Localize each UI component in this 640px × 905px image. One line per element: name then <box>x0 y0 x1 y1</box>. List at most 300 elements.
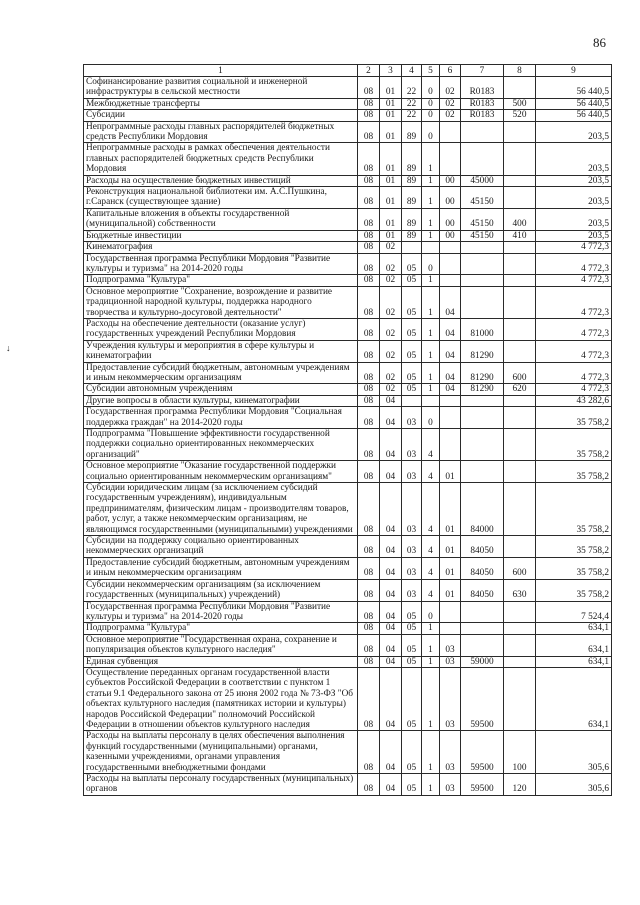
cell-subprogram: 02 <box>440 98 461 109</box>
cell-expense-type <box>504 461 536 483</box>
cell-subprogram: 00 <box>440 208 461 230</box>
cell-program: 1 <box>422 175 440 186</box>
cell-subsection: 05 <box>402 667 422 730</box>
cell-program: 0 <box>422 98 440 109</box>
cell-amount: 203,5 <box>536 143 612 175</box>
cell-target: 81290 <box>461 340 504 362</box>
cell-section: 02 <box>380 286 402 318</box>
cell-expense-type <box>504 275 536 286</box>
cell-ministry: 08 <box>358 242 380 253</box>
cell-section: 04 <box>380 667 402 730</box>
cell-amount: 203,5 <box>536 175 612 186</box>
cell-ministry: 08 <box>358 175 380 186</box>
cell-ministry: 08 <box>358 208 380 230</box>
cell-subsection <box>402 242 422 253</box>
cell-subsection: 05 <box>402 656 422 667</box>
item-name: Подпрограмма "Повышение эффективности государственной поддержки социально ориентированных некоммерческих организаций" <box>84 429 358 461</box>
table-row <box>84 230 612 241</box>
cell-expense-type <box>504 253 536 275</box>
item-name: Софинансирование развития социальной и инженерной инфраструктуры в сельской местности <box>84 77 358 99</box>
cell-subsection: 89 <box>402 208 422 230</box>
cell-amount: 56 440,5 <box>536 77 612 99</box>
cell-subprogram: 01 <box>440 483 461 536</box>
cell-program: 1 <box>422 384 440 395</box>
cell-target <box>461 275 504 286</box>
cell-program: 1 <box>422 143 440 175</box>
cell-subsection: 03 <box>402 429 422 461</box>
cell-subprogram: 01 <box>440 557 461 579</box>
cell-program: 1 <box>422 774 440 796</box>
cell-subprogram: 02 <box>440 110 461 121</box>
cell-amount: 56 440,5 <box>536 98 612 109</box>
cell-section: 04 <box>380 601 402 623</box>
cell-expense-type: 620 <box>504 384 536 395</box>
cell-ministry: 08 <box>358 656 380 667</box>
cell-program: 0 <box>422 121 440 143</box>
cell-expense-type <box>504 121 536 143</box>
table-row <box>84 143 612 175</box>
cell-ministry: 08 <box>358 77 380 99</box>
cell-target: 81000 <box>461 318 504 340</box>
item-name: Кинематография <box>84 242 358 253</box>
cell-section: 04 <box>380 623 402 634</box>
item-name: Субсидии <box>84 110 358 121</box>
cell-expense-type <box>504 340 536 362</box>
cell-section: 01 <box>380 121 402 143</box>
item-name: Капитальные вложения в объекты государственной (муниципальной) собственности <box>84 208 358 230</box>
table-row <box>84 253 612 275</box>
cell-program: 1 <box>422 667 440 730</box>
cell-subprogram <box>440 407 461 429</box>
cell-amount: 35 758,2 <box>536 461 612 483</box>
cell-program: 4 <box>422 557 440 579</box>
cell-subprogram <box>440 242 461 253</box>
cell-target <box>461 286 504 318</box>
cell-section: 02 <box>380 242 402 253</box>
cell-section: 02 <box>380 384 402 395</box>
cell-target: 81290 <box>461 384 504 395</box>
cell-amount: 35 758,2 <box>536 579 612 601</box>
cell-subprogram <box>440 143 461 175</box>
cell-ministry: 08 <box>358 774 380 796</box>
item-name: Учреждения культуры и мероприятия в сфере культуры и кинематографии <box>84 340 358 362</box>
cell-ministry: 08 <box>358 579 380 601</box>
cell-program: 1 <box>422 634 440 656</box>
cell-program <box>422 242 440 253</box>
cell-subprogram <box>440 275 461 286</box>
col-header-2: 2 <box>358 65 380 77</box>
table-row <box>84 110 612 121</box>
cell-section: 01 <box>380 77 402 99</box>
cell-section: 04 <box>380 407 402 429</box>
cell-ministry: 08 <box>358 110 380 121</box>
cell-program: 4 <box>422 536 440 558</box>
cell-subsection: 22 <box>402 98 422 109</box>
cell-section: 04 <box>380 731 402 774</box>
table-row <box>84 536 612 558</box>
cell-expense-type: 410 <box>504 230 536 241</box>
item-name: Расходы на выплаты персоналу государственных (муниципальных) органов <box>84 774 358 796</box>
cell-program: 0 <box>422 77 440 99</box>
cell-ministry: 08 <box>358 187 380 209</box>
cell-amount: 7 524,4 <box>536 601 612 623</box>
cell-ministry: 08 <box>358 98 380 109</box>
cell-expense-type <box>504 656 536 667</box>
cell-target: 84000 <box>461 483 504 536</box>
cell-program: 1 <box>422 362 440 384</box>
cell-amount: 203,5 <box>536 121 612 143</box>
cell-program: 1 <box>422 340 440 362</box>
cell-expense-type <box>504 623 536 634</box>
item-name: Основное мероприятие "Государственная охрана, сохранение и популяризация объектов культурного наследия" <box>84 634 358 656</box>
item-name: Субсидии автономным учреждениям <box>84 384 358 395</box>
item-name: Осуществление переданных органам государственной власти субъектов Российской Федерации в соответствии с пунктом 1 статьи 9.1 Федерального закона от 25 июня 2002 года № 73-ФЗ "Об объектах культурного наследия (памятниках истории и культуры) народов Российской Федерации" полномочий Российской Федерации в отношении объектов культурного наследия <box>84 667 358 730</box>
cell-ministry: 08 <box>358 429 380 461</box>
cell-section: 02 <box>380 362 402 384</box>
item-name: Подпрограмма "Культура" <box>84 623 358 634</box>
cell-expense-type <box>504 429 536 461</box>
table-row <box>84 242 612 253</box>
cell-expense-type <box>504 175 536 186</box>
cell-program: 0 <box>422 110 440 121</box>
cell-ministry: 08 <box>358 407 380 429</box>
cell-subprogram <box>440 253 461 275</box>
cell-target <box>461 429 504 461</box>
cell-expense-type <box>504 667 536 730</box>
cell-section: 01 <box>380 110 402 121</box>
cell-subsection: 03 <box>402 407 422 429</box>
item-name: Субсидии некоммерческим организациям (за исключением государственных (муниципальных) учреждений) <box>84 579 358 601</box>
cell-section: 01 <box>380 175 402 186</box>
cell-program: 0 <box>422 253 440 275</box>
table-row <box>84 774 612 796</box>
cell-amount: 35 758,2 <box>536 557 612 579</box>
table-row <box>84 362 612 384</box>
cell-subsection: 89 <box>402 121 422 143</box>
cell-subprogram <box>440 395 461 406</box>
cell-amount: 634,1 <box>536 623 612 634</box>
cell-section: 01 <box>380 143 402 175</box>
cell-amount: 4 772,3 <box>536 340 612 362</box>
cell-target: 84050 <box>461 579 504 601</box>
item-name: Реконструкция национальной библиотеки им. А.С.Пушкина, г.Саранск (существующее здание) <box>84 187 358 209</box>
cell-program: 1 <box>422 318 440 340</box>
cell-subsection: 03 <box>402 579 422 601</box>
cell-program: 1 <box>422 230 440 241</box>
cell-amount: 4 772,3 <box>536 318 612 340</box>
cell-expense-type <box>504 483 536 536</box>
cell-ministry: 08 <box>358 362 380 384</box>
cell-target <box>461 253 504 275</box>
cell-ministry: 08 <box>358 731 380 774</box>
cell-expense-type <box>504 395 536 406</box>
cell-ministry: 08 <box>358 623 380 634</box>
cell-amount: 35 758,2 <box>536 483 612 536</box>
cell-program: 1 <box>422 286 440 318</box>
cell-amount: 634,1 <box>536 656 612 667</box>
cell-section: 01 <box>380 187 402 209</box>
cell-subsection: 89 <box>402 230 422 241</box>
cell-amount: 43 282,6 <box>536 395 612 406</box>
col-header-9: 9 <box>536 65 612 77</box>
cell-expense-type <box>504 536 536 558</box>
cell-amount: 305,6 <box>536 774 612 796</box>
cell-expense-type: 600 <box>504 362 536 384</box>
cell-subsection: 05 <box>402 253 422 275</box>
cell-target: R0183 <box>461 77 504 99</box>
cell-target: 59500 <box>461 774 504 796</box>
cell-target: 81290 <box>461 362 504 384</box>
cell-program: 4 <box>422 579 440 601</box>
cell-target: 84050 <box>461 536 504 558</box>
cell-section: 02 <box>380 253 402 275</box>
table-row <box>84 77 612 99</box>
cell-amount: 634,1 <box>536 634 612 656</box>
cell-amount: 4 772,3 <box>536 286 612 318</box>
cell-section: 04 <box>380 656 402 667</box>
cell-amount: 4 772,3 <box>536 253 612 275</box>
table-row <box>84 483 612 536</box>
table-row <box>84 187 612 209</box>
cell-subsection: 03 <box>402 557 422 579</box>
cell-program: 4 <box>422 461 440 483</box>
cell-amount: 35 758,2 <box>536 429 612 461</box>
item-name: Предоставление субсидий бюджетным, автономным учреждениям и иным некоммерческим организациям <box>84 362 358 384</box>
cell-subprogram: 04 <box>440 362 461 384</box>
cell-target: 45000 <box>461 175 504 186</box>
cell-ministry: 08 <box>358 557 380 579</box>
cell-program: 1 <box>422 656 440 667</box>
cell-expense-type: 120 <box>504 774 536 796</box>
cell-program: 1 <box>422 208 440 230</box>
cell-target <box>461 623 504 634</box>
cell-target <box>461 407 504 429</box>
item-name: Субсидии на поддержку социально ориентированных некоммерческих организаций <box>84 536 358 558</box>
cell-ministry: 08 <box>358 121 380 143</box>
cell-amount: 4 772,3 <box>536 384 612 395</box>
cell-section: 04 <box>380 483 402 536</box>
item-name: Непрограммные расходы главных распорядителей бюджетных средств Республики Мордовия <box>84 121 358 143</box>
cell-subprogram: 01 <box>440 461 461 483</box>
cell-subprogram <box>440 121 461 143</box>
cell-subprogram: 04 <box>440 340 461 362</box>
cell-program: 4 <box>422 483 440 536</box>
cell-expense-type: 520 <box>504 110 536 121</box>
cell-amount: 35 758,2 <box>536 407 612 429</box>
cell-target <box>461 601 504 623</box>
cell-subprogram: 03 <box>440 634 461 656</box>
cell-target: 59000 <box>461 656 504 667</box>
col-header-5: 5 <box>422 65 440 77</box>
table-row <box>84 731 612 774</box>
cell-section: 01 <box>380 230 402 241</box>
item-name: Другие вопросы в области культуры, кинематографии <box>84 395 358 406</box>
cell-subprogram: 01 <box>440 536 461 558</box>
table-body <box>84 77 612 796</box>
cell-section: 01 <box>380 98 402 109</box>
cell-subprogram: 03 <box>440 667 461 730</box>
table-row <box>84 623 612 634</box>
cell-subsection: 22 <box>402 110 422 121</box>
cell-subprogram: 03 <box>440 774 461 796</box>
col-header-7: 7 <box>461 65 504 77</box>
table-row <box>84 557 612 579</box>
cell-section: 04 <box>380 579 402 601</box>
cell-amount: 35 758,2 <box>536 536 612 558</box>
cell-target: 59500 <box>461 667 504 730</box>
table-row <box>84 175 612 186</box>
cell-subsection: 05 <box>402 286 422 318</box>
table-row <box>84 656 612 667</box>
table-header <box>84 65 612 77</box>
table-row <box>84 407 612 429</box>
cell-target <box>461 121 504 143</box>
cell-program: 1 <box>422 275 440 286</box>
cell-program: 1 <box>422 731 440 774</box>
cell-section: 04 <box>380 536 402 558</box>
cell-target: 59500 <box>461 731 504 774</box>
cell-amount: 56 440,5 <box>536 110 612 121</box>
cell-subprogram <box>440 601 461 623</box>
cell-subsection: 05 <box>402 634 422 656</box>
item-name: Расходы на выплаты персоналу в целях обеспечения выполнения функций государственными (муниципальными) органами, казенными учреждениями, органами управления государственными внебюджетными фондами <box>84 731 358 774</box>
cell-expense-type <box>504 407 536 429</box>
table-row <box>84 634 612 656</box>
cell-section: 01 <box>380 208 402 230</box>
cell-subprogram: 00 <box>440 187 461 209</box>
col-header-1: 1 <box>84 65 358 77</box>
cell-subsection: 05 <box>402 275 422 286</box>
table-row <box>84 429 612 461</box>
table-row <box>84 601 612 623</box>
cell-amount: 4 772,3 <box>536 362 612 384</box>
cell-subsection: 03 <box>402 483 422 536</box>
item-name: Единая субвенция <box>84 656 358 667</box>
cell-ministry: 08 <box>358 483 380 536</box>
cell-target <box>461 395 504 406</box>
budget-table <box>83 64 612 796</box>
cell-amount: 203,5 <box>536 208 612 230</box>
cell-target: 45150 <box>461 230 504 241</box>
cell-section: 04 <box>380 634 402 656</box>
cell-target <box>461 634 504 656</box>
cell-section: 04 <box>380 557 402 579</box>
cell-section: 02 <box>380 340 402 362</box>
cell-target: 45150 <box>461 208 504 230</box>
cell-target <box>461 143 504 175</box>
cell-amount: 203,5 <box>536 187 612 209</box>
cell-subprogram: 04 <box>440 318 461 340</box>
cell-target: 45150 <box>461 187 504 209</box>
table-row <box>84 395 612 406</box>
table-row <box>84 340 612 362</box>
table-row <box>84 208 612 230</box>
cell-program: 1 <box>422 187 440 209</box>
cell-program <box>422 395 440 406</box>
table-row <box>84 667 612 730</box>
header-row <box>84 65 612 77</box>
item-name: Подпрограмма "Культура" <box>84 275 358 286</box>
item-name: Основное мероприятие "Сохранение, возрождение и развитие традиционной народной культуры, поддержка народного творчества и культурно-досуговой деятельности" <box>84 286 358 318</box>
cell-subsection: 89 <box>402 175 422 186</box>
col-header-8: 8 <box>504 65 536 77</box>
item-name: Межбюджетные трансферты <box>84 98 358 109</box>
cell-expense-type <box>504 318 536 340</box>
item-name: Предоставление субсидий бюджетным, автономным учреждениям и иным некоммерческим организациям <box>84 557 358 579</box>
cell-subsection: 89 <box>402 143 422 175</box>
cell-ministry: 08 <box>358 230 380 241</box>
item-name: Субсидии юридическим лицам (за исключением субсидий государственным учреждениям), индивидуальным предпринимателям, физическим лицам - производителям товаров, работ, услуг, а также некоммерческим организациям, не являющимся государственными (муниципальными) учреждениями <box>84 483 358 536</box>
cell-section: 04 <box>380 395 402 406</box>
cell-ministry: 08 <box>358 461 380 483</box>
cell-program: 0 <box>422 407 440 429</box>
cell-expense-type <box>504 634 536 656</box>
cell-subsection: 03 <box>402 461 422 483</box>
cell-expense-type: 100 <box>504 731 536 774</box>
cell-amount: 634,1 <box>536 667 612 730</box>
cell-ministry: 08 <box>358 286 380 318</box>
cell-subsection: 05 <box>402 623 422 634</box>
cell-subprogram: 00 <box>440 175 461 186</box>
cell-subsection: 05 <box>402 774 422 796</box>
cell-subprogram: 04 <box>440 384 461 395</box>
cell-target: R0183 <box>461 110 504 121</box>
table-row <box>84 384 612 395</box>
cell-expense-type: 600 <box>504 557 536 579</box>
item-name: Государственная программа Республики Мордовия "Развитие культуры и туризма" на 2014-2020 годы <box>84 601 358 623</box>
cell-expense-type <box>504 286 536 318</box>
cell-amount: 4 772,3 <box>536 275 612 286</box>
col-header-4: 4 <box>402 65 422 77</box>
cell-subsection: 05 <box>402 384 422 395</box>
cell-subsection: 89 <box>402 187 422 209</box>
item-name: Непрограммные расходы в рамках обеспечения деятельности главных распорядителей бюджетных средств Республики Мордовия <box>84 143 358 175</box>
cell-amount: 4 772,3 <box>536 242 612 253</box>
cell-subsection: 03 <box>402 536 422 558</box>
cell-ministry: 08 <box>358 601 380 623</box>
margin-mark: ↓ <box>6 343 11 353</box>
cell-expense-type <box>504 242 536 253</box>
item-name: Государственная программа Республики Мордовия "Развитие культуры и туризма" на 2014-2020 годы <box>84 253 358 275</box>
cell-ministry: 08 <box>358 275 380 286</box>
cell-section: 02 <box>380 318 402 340</box>
cell-amount: 203,5 <box>536 230 612 241</box>
cell-subprogram: 03 <box>440 656 461 667</box>
cell-ministry: 08 <box>358 667 380 730</box>
cell-target: R0183 <box>461 98 504 109</box>
table-row <box>84 98 612 109</box>
cell-target: 84050 <box>461 557 504 579</box>
item-name: Государственная программа Республики Мордовия "Социальная поддержка граждан" на 2014-2020 годы <box>84 407 358 429</box>
cell-subsection: 22 <box>402 77 422 99</box>
table-row <box>84 275 612 286</box>
page-number: 86 <box>593 35 606 50</box>
cell-section: 02 <box>380 275 402 286</box>
cell-subsection: 05 <box>402 340 422 362</box>
table-row <box>84 121 612 143</box>
cell-subsection: 05 <box>402 362 422 384</box>
cell-program: 4 <box>422 429 440 461</box>
cell-subprogram: 03 <box>440 731 461 774</box>
cell-subprogram: 04 <box>440 286 461 318</box>
table-row <box>84 461 612 483</box>
cell-program: 0 <box>422 601 440 623</box>
cell-expense-type <box>504 143 536 175</box>
cell-ministry: 08 <box>358 536 380 558</box>
col-header-3: 3 <box>380 65 402 77</box>
cell-subprogram <box>440 623 461 634</box>
table-row <box>84 318 612 340</box>
